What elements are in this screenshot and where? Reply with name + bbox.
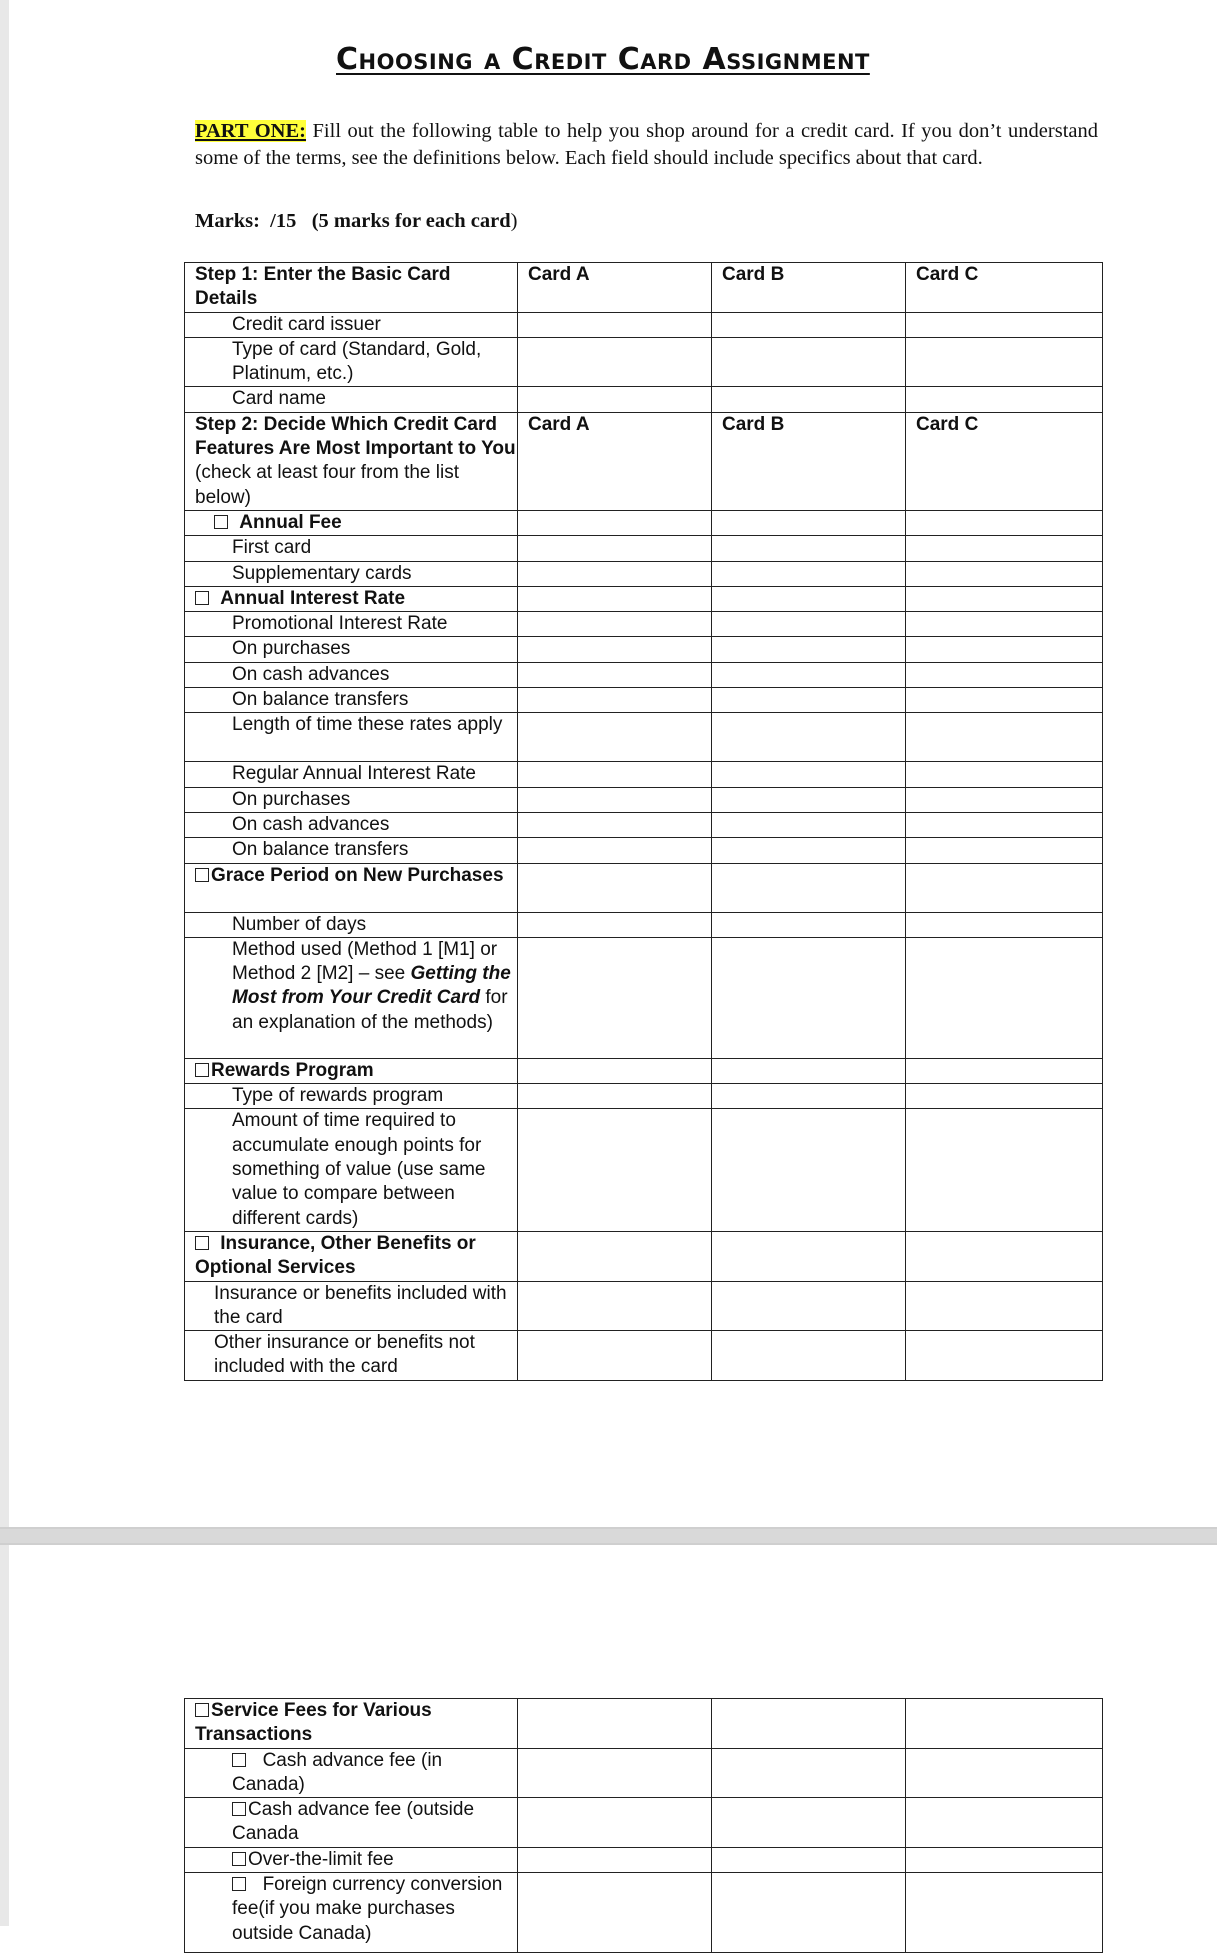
step2-header-normal: (check at least four from the list below) — [195, 462, 459, 508]
table-row — [185, 863, 1103, 912]
card-a-cell[interactable] — [518, 838, 712, 863]
method-post: for an explanation of the methods) — [232, 987, 508, 1033]
card-c-cell[interactable] — [906, 1231, 1103, 1281]
card-c-cell[interactable] — [906, 1699, 1103, 1749]
card-b-cell[interactable] — [712, 612, 906, 637]
card-c-cell[interactable] — [906, 510, 1103, 535]
card-c-cell[interactable] — [906, 762, 1103, 787]
grace-section — [185, 863, 518, 912]
card-a-cell[interactable] — [518, 1231, 712, 1281]
card-b-cell[interactable] — [712, 387, 906, 412]
row-label: Insurance or benefits included with the card — [185, 1281, 518, 1331]
card-c-cell[interactable] — [906, 863, 1103, 912]
credit-card-table — [184, 262, 1103, 1381]
card-c-cell[interactable] — [906, 637, 1103, 662]
table-row — [185, 1331, 1103, 1381]
card-b-cell[interactable] — [712, 662, 906, 687]
card-b-cell[interactable] — [712, 536, 906, 561]
row-label-text: Cash advance fee (outside Canada — [232, 1799, 475, 1845]
card-a-cell[interactable] — [518, 937, 712, 1058]
card-b-cell[interactable] — [712, 838, 906, 863]
table-row — [185, 1109, 1103, 1231]
checkbox-icon[interactable] — [195, 1703, 209, 1717]
interest-label: Annual Interest Rate — [220, 587, 406, 609]
card-b-cell[interactable] — [712, 1231, 906, 1281]
card-b-cell[interactable] — [712, 863, 906, 912]
card-c-cell[interactable] — [906, 1798, 1103, 1848]
part-one-label: PART ONE: — [195, 120, 306, 142]
table-row — [185, 713, 1103, 762]
row-label — [185, 1873, 518, 1953]
card-b-cell[interactable] — [712, 1058, 906, 1083]
checkbox-icon[interactable] — [214, 515, 228, 529]
row-label: On purchases — [185, 787, 518, 812]
table-row — [185, 586, 1103, 611]
rewards-label: Rewards Program — [211, 1059, 374, 1081]
card-a-cell[interactable] — [518, 337, 712, 387]
card-a-cell[interactable] — [518, 612, 712, 637]
marks-label: Marks: — [195, 210, 260, 232]
table-row — [185, 510, 1103, 535]
row-label: On cash advances — [185, 662, 518, 687]
grace-label: Grace Period on New Purchases — [211, 864, 504, 886]
card-c-header: Card C — [906, 263, 1103, 313]
card-c-cell[interactable] — [906, 337, 1103, 387]
card-a-cell[interactable] — [518, 762, 712, 787]
row-label: Supplementary cards — [185, 561, 518, 586]
card-a-cell[interactable] — [518, 1109, 712, 1231]
table-row — [185, 812, 1103, 837]
row-label: Other insurance or benefits not included with the card — [185, 1331, 518, 1381]
card-c-cell[interactable] — [906, 1084, 1103, 1109]
card-a-cell[interactable] — [518, 713, 712, 762]
card-c-cell[interactable] — [906, 1873, 1103, 1953]
card-c-cell[interactable] — [906, 612, 1103, 637]
checkbox-icon[interactable] — [195, 1236, 209, 1250]
card-b-header: Card B — [712, 412, 906, 510]
card-b-cell[interactable] — [712, 510, 906, 535]
card-a-cell[interactable] — [518, 912, 712, 937]
row-label: Promotional Interest Rate — [185, 612, 518, 637]
card-c-cell[interactable] — [906, 713, 1103, 762]
table-row — [185, 387, 1103, 412]
card-b-cell[interactable] — [712, 1847, 906, 1872]
left-margin-strip — [0, 0, 9, 1926]
row-label: On balance transfers — [185, 688, 518, 713]
table-row — [185, 688, 1103, 713]
row-label: On purchases — [185, 637, 518, 662]
card-a-cell[interactable] — [518, 637, 712, 662]
card-c-cell[interactable] — [906, 838, 1103, 863]
service-fees-section — [185, 1699, 518, 1749]
table-row — [185, 1748, 1103, 1798]
row-label: On balance transfers — [185, 838, 518, 863]
annual-fee-section — [185, 510, 518, 535]
table-row — [185, 1058, 1103, 1083]
card-b-cell[interactable] — [712, 787, 906, 812]
marks-close: ) — [510, 210, 518, 232]
method-pre: Method used (Method 1 [M1] or Method 2 [M2] – see — [232, 938, 498, 985]
intro-text: Fill out the following table to help you shop around for a credit card. If you don’t understand some of the terms, see the definitions below. Each field should include specifics about that card. — [195, 120, 1098, 169]
insurance-label: Insurance, Other Benefits or Optional Services — [195, 1232, 476, 1279]
row-label — [185, 1847, 518, 1872]
table-row — [185, 1699, 1103, 1749]
card-a-cell[interactable] — [518, 1748, 712, 1798]
card-c-cell[interactable] — [906, 787, 1103, 812]
card-a-header: Card A — [518, 412, 712, 510]
table-row — [185, 263, 1103, 313]
row-label-text: Over-the-limit fee — [248, 1848, 394, 1870]
row-label: Card name — [185, 387, 518, 412]
card-b-cell[interactable] — [712, 337, 906, 387]
checkbox-icon[interactable] — [232, 1802, 246, 1816]
card-b-cell[interactable] — [712, 312, 906, 337]
table-row — [185, 762, 1103, 787]
checkbox-icon[interactable] — [195, 591, 209, 605]
card-b-cell[interactable] — [712, 561, 906, 586]
table-row — [185, 1873, 1103, 1953]
card-a-cell[interactable] — [518, 1281, 712, 1331]
service-fees-label: Service Fees for Various Transactions — [195, 1700, 432, 1746]
checkbox-icon[interactable] — [232, 1852, 246, 1866]
card-b-cell[interactable] — [712, 586, 906, 611]
card-b-cell[interactable] — [712, 1331, 906, 1381]
row-label: Amount of time required to accumulate enough points for something of value (use same value to compare between different cards) — [185, 1109, 518, 1231]
page-2 — [9, 1545, 1217, 1944]
card-a-cell[interactable] — [518, 312, 712, 337]
card-b-cell[interactable] — [712, 688, 906, 713]
row-label: On cash advances — [185, 812, 518, 837]
table-row — [185, 1084, 1103, 1109]
checkbox-icon[interactable] — [232, 1753, 246, 1767]
checkbox-icon[interactable] — [232, 1877, 246, 1891]
row-label: Length of time these rates apply — [185, 713, 518, 762]
marks-score: /15 — [270, 210, 297, 232]
rewards-section — [185, 1058, 518, 1083]
row-label: First card — [185, 536, 518, 561]
card-c-cell[interactable] — [906, 1748, 1103, 1798]
card-c-cell[interactable] — [906, 536, 1103, 561]
checkbox-icon[interactable] — [195, 868, 209, 882]
intro-paragraph — [195, 118, 1098, 172]
table-row — [185, 536, 1103, 561]
table-row — [185, 662, 1103, 687]
card-b-cell[interactable] — [712, 937, 906, 1058]
card-b-cell[interactable] — [712, 912, 906, 937]
step2-header-bold: Step 2: Decide Which Credit Card Features Are Most Important to You — [195, 413, 516, 460]
card-b-cell[interactable] — [712, 1748, 906, 1798]
card-c-cell[interactable] — [906, 1281, 1103, 1331]
card-a-cell[interactable] — [518, 1084, 712, 1109]
row-label: Credit card issuer — [185, 312, 518, 337]
table-row — [185, 337, 1103, 387]
row-label: Regular Annual Interest Rate — [185, 762, 518, 787]
table-row — [185, 838, 1103, 863]
card-a-cell[interactable] — [518, 662, 712, 687]
card-a-cell[interactable] — [518, 510, 712, 535]
row-label: Type of rewards program — [185, 1084, 518, 1109]
card-a-cell[interactable] — [518, 688, 712, 713]
card-c-cell[interactable] — [906, 662, 1103, 687]
row-label — [185, 1748, 518, 1798]
card-c-cell[interactable] — [906, 1847, 1103, 1872]
card-a-cell[interactable] — [518, 561, 712, 586]
card-a-cell[interactable] — [518, 1058, 712, 1083]
card-c-cell[interactable] — [906, 1109, 1103, 1231]
document-title: Choosing a Credit Card Assignment — [336, 42, 870, 77]
insurance-section — [185, 1231, 518, 1281]
step1-header: Step 1: Enter the Basic Card Details — [185, 263, 518, 313]
page-1 — [9, 0, 1217, 1527]
card-a-cell[interactable] — [518, 1331, 712, 1381]
card-b-cell[interactable] — [712, 1084, 906, 1109]
marks-line — [195, 210, 517, 233]
table-row — [185, 312, 1103, 337]
row-label: Type of card (Standard, Gold, Platinum, etc.) — [185, 337, 518, 387]
card-a-cell[interactable] — [518, 787, 712, 812]
table-row — [185, 612, 1103, 637]
card-b-cell[interactable] — [712, 637, 906, 662]
table-row — [185, 1798, 1103, 1848]
card-c-cell[interactable] — [906, 688, 1103, 713]
card-c-cell[interactable] — [906, 561, 1103, 586]
table-row — [185, 912, 1103, 937]
card-a-header: Card A — [518, 263, 712, 313]
card-a-cell[interactable] — [518, 1847, 712, 1872]
card-b-header: Card B — [712, 263, 906, 313]
checkbox-icon[interactable] — [195, 1063, 209, 1077]
table-row — [185, 637, 1103, 662]
service-fees-table — [184, 1698, 1103, 1953]
card-c-cell[interactable] — [906, 1058, 1103, 1083]
interest-section — [185, 586, 518, 611]
annual-fee-label: Annual Fee — [239, 511, 342, 533]
card-b-cell[interactable] — [712, 1699, 906, 1749]
row-label: Number of days — [185, 912, 518, 937]
card-b-cell[interactable] — [712, 713, 906, 762]
table-row — [185, 1281, 1103, 1331]
row-label-text: Foreign currency conversion fee(if you make purchases outside Canada) — [232, 1874, 503, 1944]
card-c-cell[interactable] — [906, 937, 1103, 1058]
card-c-header: Card C — [906, 412, 1103, 510]
method-used-label — [185, 937, 518, 1058]
card-b-cell[interactable] — [712, 812, 906, 837]
row-label-text: Cash advance fee (in Canada) — [232, 1749, 443, 1795]
card-a-cell[interactable] — [518, 863, 712, 912]
card-c-cell[interactable] — [906, 387, 1103, 412]
method-reference: Getting the Most from Your Credit Card — [232, 963, 511, 1009]
marks-detail: (5 marks for each card — [311, 210, 511, 232]
card-b-cell[interactable] — [712, 1873, 906, 1953]
card-a-cell[interactable] — [518, 387, 712, 412]
table-row — [185, 412, 1103, 510]
table-row — [185, 937, 1103, 1058]
card-c-cell[interactable] — [906, 312, 1103, 337]
table-row — [185, 1231, 1103, 1281]
table-row — [185, 1847, 1103, 1872]
card-c-cell[interactable] — [906, 1331, 1103, 1381]
step2-header — [185, 412, 518, 510]
card-a-cell[interactable] — [518, 536, 712, 561]
card-a-cell[interactable] — [518, 1699, 712, 1749]
row-label — [185, 1798, 518, 1848]
table-row — [185, 787, 1103, 812]
card-a-cell[interactable] — [518, 1798, 712, 1848]
card-b-cell[interactable] — [712, 762, 906, 787]
table-row — [185, 561, 1103, 586]
page-separator — [0, 1527, 1217, 1545]
card-c-cell[interactable] — [906, 812, 1103, 837]
card-b-cell[interactable] — [712, 1798, 906, 1848]
card-b-cell[interactable] — [712, 1109, 906, 1231]
card-c-cell[interactable] — [906, 912, 1103, 937]
card-c-cell[interactable] — [906, 586, 1103, 611]
card-b-cell[interactable] — [712, 1281, 906, 1331]
card-a-cell[interactable] — [518, 1873, 712, 1953]
card-a-cell[interactable] — [518, 586, 712, 611]
card-a-cell[interactable] — [518, 812, 712, 837]
